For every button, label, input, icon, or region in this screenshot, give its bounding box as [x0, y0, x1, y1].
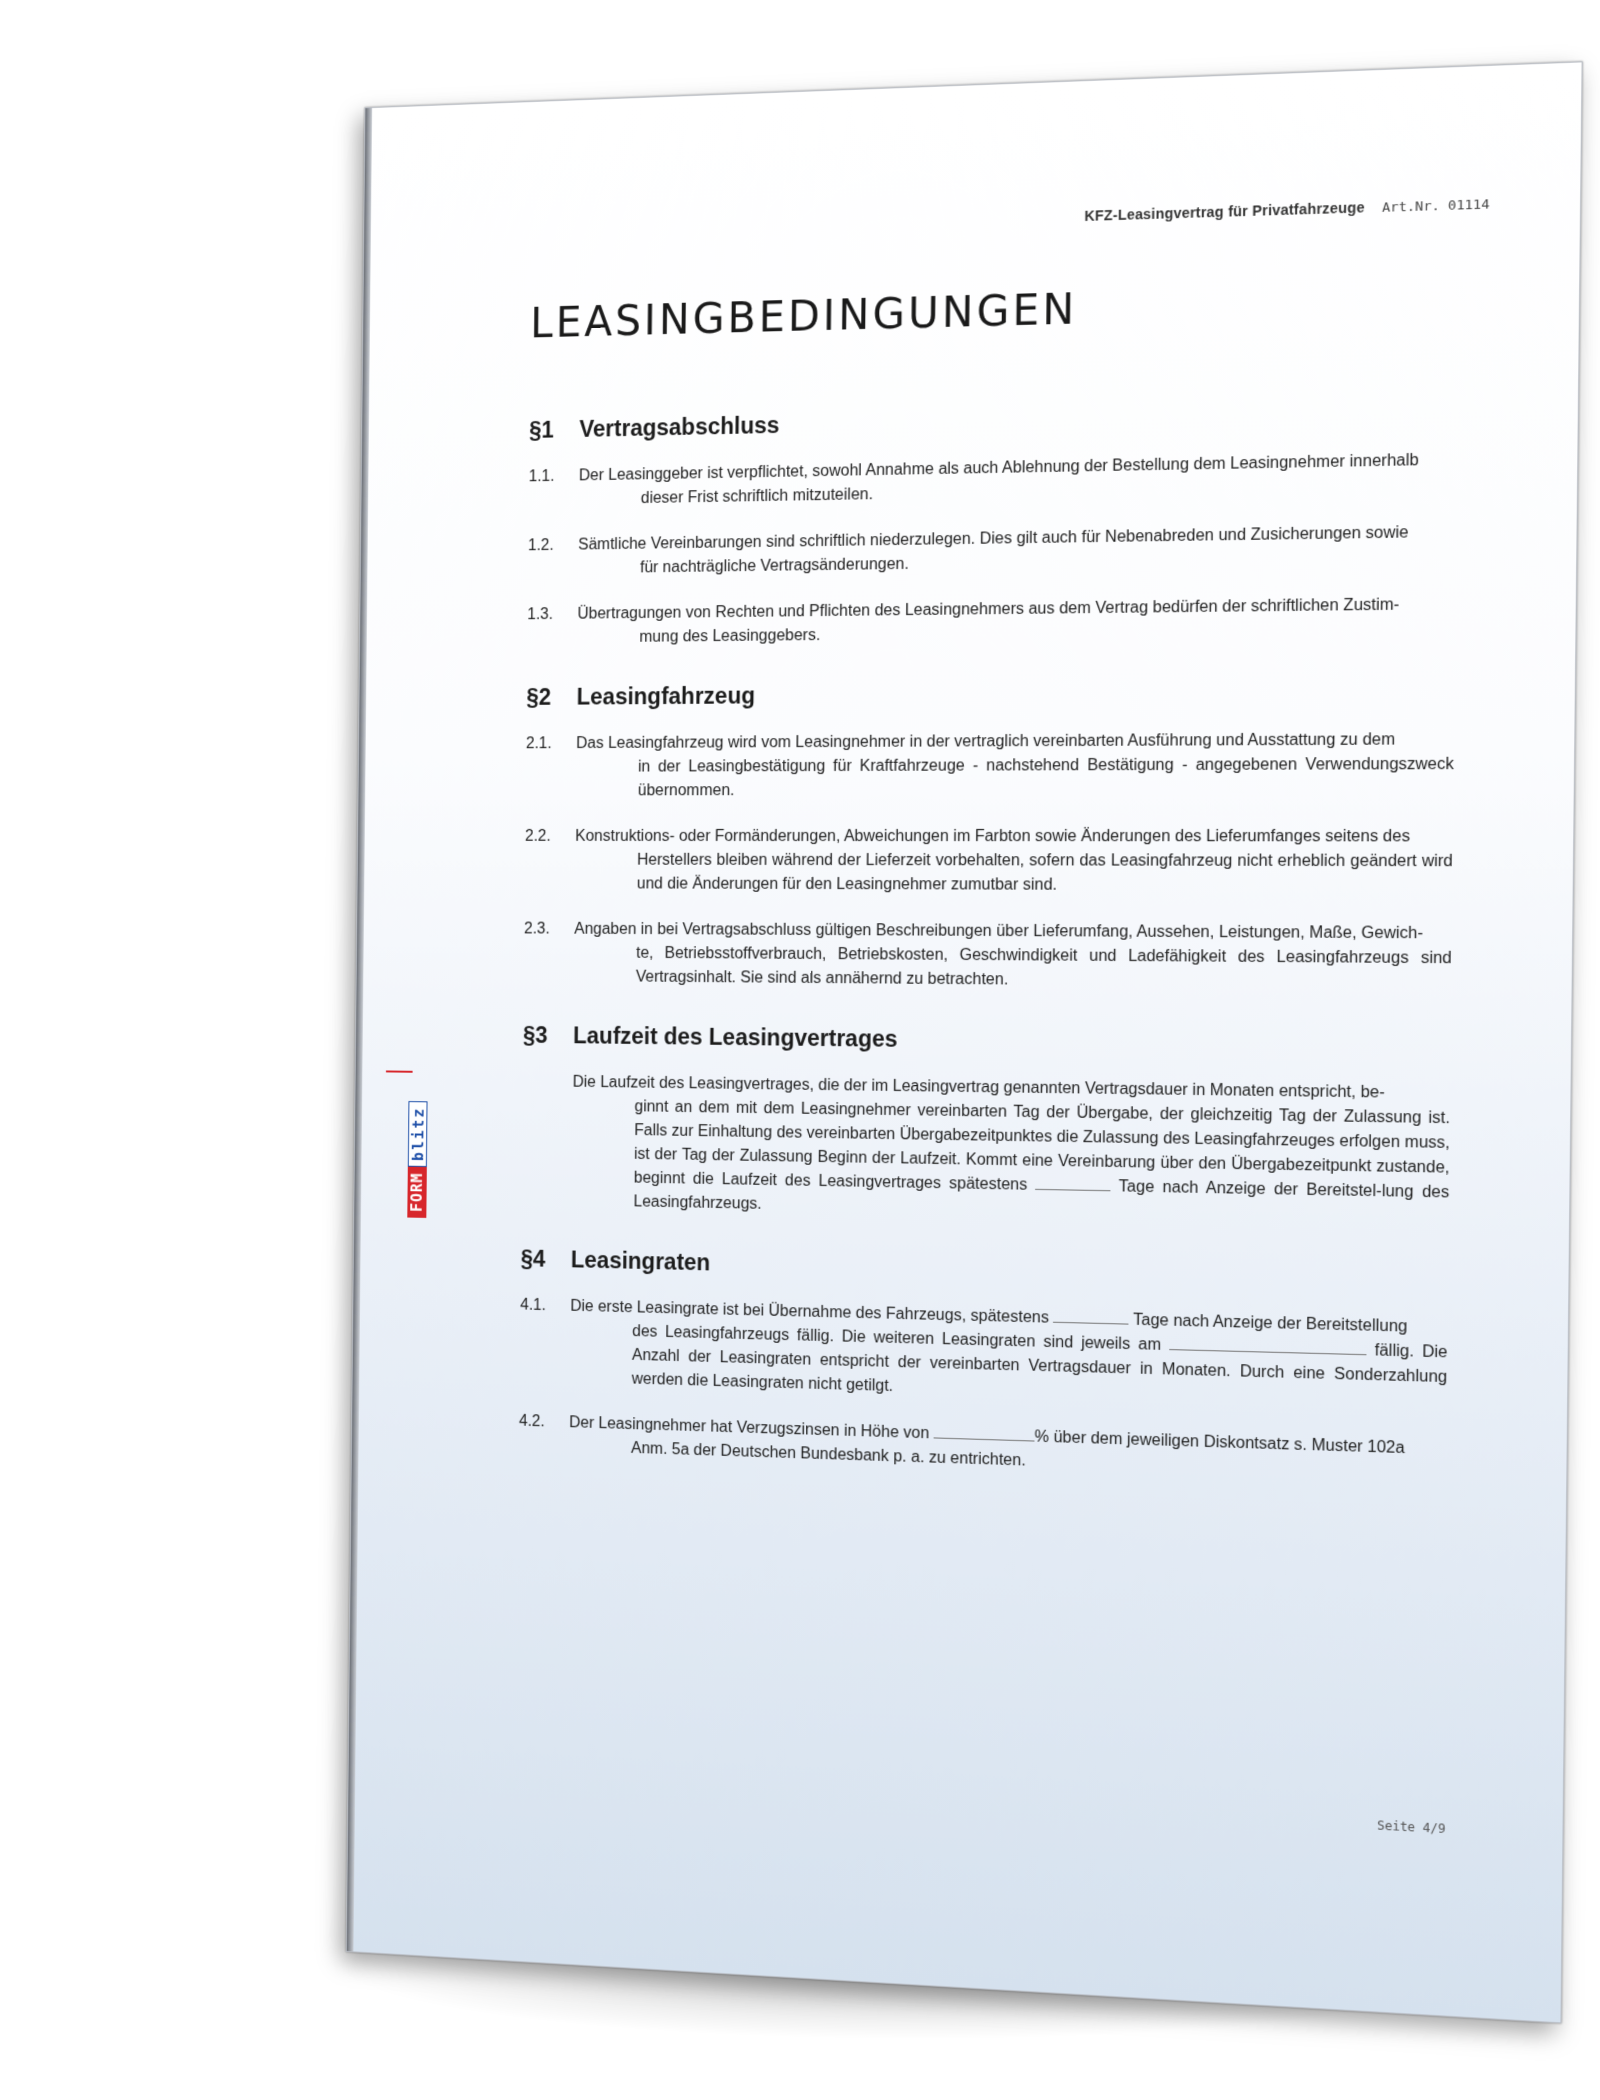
section-number: §2: [526, 684, 552, 710]
paragraph-text-b: Tage nach Anzeige der Bereitstel-lung des Leasingfahrzeugs.: [633, 1178, 1450, 1213]
header-article-number: Art.Nr. 01114: [1382, 197, 1490, 216]
clause-continuation: te, Betriebsstoffverbrauch, Betriebskosten, Geschwindigkeit und Ladefähigkeit des Leasingfahrzeugs sind Vertragsinhalt. Sie sind als annähernd zu betrachten.: [635, 944, 1452, 989]
clause-2-3: [523, 918, 1452, 997]
clause-first-line: Konstruktions- oder Formänderungen, Abweichungen im Farbton sowie Änderungen des Lieferumfanges seitens des: [575, 827, 1411, 846]
clause-2-2: [524, 825, 1453, 899]
clause-text: [575, 825, 1454, 899]
clause-text-a: Der Leasingnehmer hat Verzugszinsen in Höhe von: [569, 1414, 930, 1443]
logo-blitz: blitz: [408, 1101, 428, 1167]
section-heading: [521, 1245, 1449, 1293]
logo-text: [407, 1071, 428, 1218]
document-body: [518, 397, 1457, 1522]
section-heading: [523, 1022, 1451, 1059]
clause-first-line: Der Leasinggeber ist verpflichtet, sowohl Annahme als auch Ablehnung der Bestellung dem Leasingnehmer innerhalb: [578, 451, 1419, 485]
clause-1-1: [528, 448, 1457, 513]
clause-2-1: [525, 728, 1454, 804]
clause-number: 2.3.: [523, 920, 550, 938]
section-3: [521, 1022, 1451, 1230]
clause-text-a: Die erste Leasingrate ist bei Übernahme des Fahrzeugs, spätestens: [570, 1297, 1049, 1327]
clause-first-line: Übertragungen von Rechten und Pflichten des Leasingnehmers aus dem Vertrag bedürfen der schriftlichen Zustim-: [577, 596, 1400, 623]
clause-first-line: Angaben in bei Vertragsabschluss gültigen Beschreibungen über Lieferumfang, Aussehen, Leistungen, Maße, Gewich-: [574, 920, 1424, 943]
clause-continuation: Herstellers bleiben während der Lieferzeit vorbehalten, sofern das Leasingfahrzeug nicht erheblich geändert wird und die Änderungen für den Leasingnehmer zumutbar sind.: [636, 851, 1453, 894]
section-title: Vertragsabschluss: [579, 411, 780, 442]
section-1: [527, 397, 1458, 650]
clause-number: 4.1.: [520, 1296, 547, 1315]
section-heading: [526, 677, 1454, 711]
running-header: [1084, 195, 1489, 225]
clause-text-c: des Leasingfahrzeugs fällig. Die weiteren Leasingraten sind jeweils am: [632, 1323, 1162, 1354]
clause-number: 1.3.: [527, 606, 554, 624]
logo-form: FORM: [407, 1167, 427, 1218]
header-doc-title: KFZ-Leasingvertrag für Privatfahrzeuge: [1084, 198, 1365, 225]
document-title: LEASINGBEDINGUNGEN: [530, 283, 1078, 348]
clause-continuation: für nachträgliche Vertragsänderungen.: [639, 555, 909, 577]
clause-number: 1.1.: [528, 468, 555, 486]
section-title: Laufzeit des Leasingvertrages: [573, 1022, 898, 1052]
formblitz-logo: [407, 1071, 428, 1218]
clause-1-2: [528, 520, 1457, 581]
clause-4-1: [519, 1294, 1448, 1415]
clause-text: [569, 1411, 1447, 1487]
clause-continuation: in der Leasingbestätigung für Kraftfahrzeuge - nachstehend Bestätigung - angegebenen Verwendungszweck übernommen.: [637, 755, 1454, 800]
section-number: §3: [522, 1021, 548, 1048]
clause-continuation: Anm. 5a der Deutschen Bundesbank p. a. zu entrichten.: [630, 1439, 1026, 1470]
section-title: Leasingfahrzeug: [576, 682, 756, 710]
section-heading: [529, 397, 1458, 443]
clause-first-line: Sämtliche Vereinbarungen sind schriftlich niederzulegen. Dies gilt auch für Nebenabreden und Zusicherungen sowie: [578, 524, 1409, 554]
clause-text: [570, 1295, 1448, 1415]
clause-4-2: [519, 1410, 1447, 1488]
fill-in-days-blank[interactable]: [1035, 1175, 1110, 1192]
clause-text-b: % über dem jeweiligen Diskontsatz s. Muster 102a: [1034, 1428, 1405, 1458]
clause-continuation: mung des Leasinggebers.: [639, 627, 821, 646]
clause-text-b: Tage nach Anzeige der Bereitstellung: [1133, 1311, 1408, 1336]
section-number: §4: [520, 1245, 546, 1272]
section-2: [523, 677, 1454, 996]
page-3d-wrapper: [346, 61, 1583, 2023]
section-4: [519, 1245, 1449, 1487]
section-number: §1: [529, 416, 554, 443]
paragraph-text-a: ginnt an dem mit dem Leasingnehmer vereinbarten Tag der Übergabe, der gleichzeitig Tag der Zulassung ist. Falls zur Einhaltung des vereinbarten Übergabezeitpunktes die Zulassung des Leasingfahrzeuges erfolgen muss, ist der Tag der Zulassung Beginn der Laufzeit. Kommt eine Vereinbarung über den Übergabezeitpunkt zustande, beginnt die Laufzeit des Leasingvertrages spätestens: [633, 1098, 1451, 1194]
clause-continuation: dieser Frist schriftlich mitzuteilen.: [640, 486, 874, 508]
paragraph-first-line: Die Laufzeit des Leasingvertrages, die der im Leasingvertrag genannten Vertragsdauer in Monaten entspricht, be-: [572, 1073, 1385, 1102]
section-title: Leasingraten: [570, 1246, 711, 1276]
section-paragraph: [571, 1071, 1450, 1231]
clause-number: 2.2.: [524, 827, 551, 845]
clause-text: [579, 448, 1458, 512]
clause-text: [576, 728, 1455, 803]
fill-in-interest-blank[interactable]: [934, 1423, 1035, 1441]
page-number: Seite 4/9: [1377, 1818, 1446, 1837]
paragraph-continuation: [571, 1095, 1450, 1231]
clause-text: [577, 593, 1456, 651]
clause-text: [578, 520, 1457, 581]
fill-in-days-blank[interactable]: [1053, 1308, 1129, 1325]
clause-text: [574, 918, 1453, 996]
fill-in-due-date-blank[interactable]: [1169, 1335, 1366, 1355]
clause-1-3: [527, 593, 1456, 651]
clause-number: 1.2.: [527, 537, 554, 555]
document-page: [346, 61, 1583, 2023]
clause-number: 4.2.: [518, 1412, 545, 1431]
clause-first-line: Das Leasingfahrzeug wird vom Leasingnehmer in der vertraglich vereinbarten Ausführung und Ausstattung zu dem: [576, 731, 1396, 752]
clause-text-d: fällig. Die Anzahl der Leasingraten entspricht der vereinbarten Vertragsdauer in Monaten. Durch eine Sonderzahlung werden die Leasingraten nicht getilgt.: [631, 1342, 1448, 1396]
clause-number: 2.1.: [525, 735, 552, 753]
